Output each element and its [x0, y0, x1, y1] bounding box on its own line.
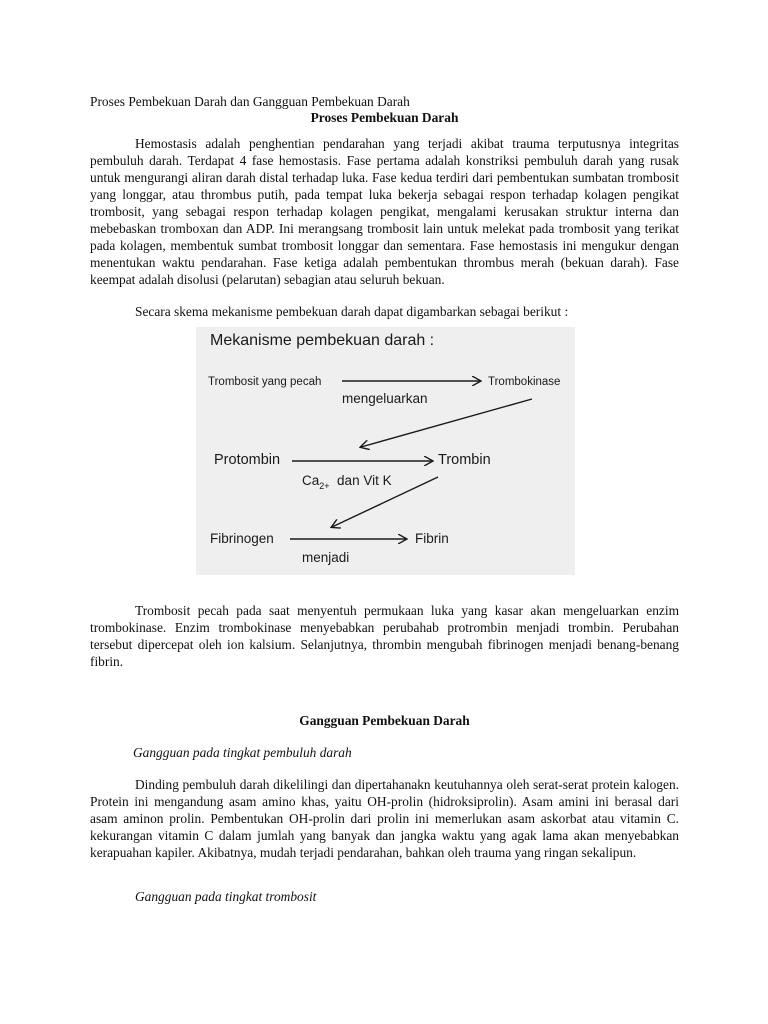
section-heading-gangguan: Gangguan Pembekuan Darah: [299, 713, 470, 728]
label-trombin: Trombin: [438, 452, 491, 468]
hemostasis-paragraph: Hemostasis adalah penghentian pendarahan yang terjadi akibat trauma terputusnya integritas pembuluh darah. Terdapat 4 fase hemostasis. Fase pertama adalah konstriksi pembuluh darah yang rusak untuk mengurangi aliran darah distal terhadap luka. Fase kedua terdiri dari pembentukan sumbatan trombosit yang longgar, atau thrombus putih, pada tempat luka bekerja sebagai respon terhadap kolagen pengikat trombosit, yang sebagai respon terhadap kolagen pengikat, mengalami kerusakan struktur interna dan mebebaskan tromboxan dan ADP. Ini merangsang trombosit lain untuk melekat pada trombosit yang terikat pada kolagen, membentuk sumbat trombosit longgar dan sementara. Fase hemostasis ini mengukur dengan menentukan waktu pendarahan. Fase ketiga adalah pembentukan thrombus merah (bekuan darah). Fase keempat adalah disolusi (pelarutan) sebagian atau seluruh bekuan.: [90, 136, 679, 287]
label-fibrinogen: Fibrinogen: [210, 531, 274, 546]
trombosit-paragraph: Trombosit pecah pada saat menyentuh permukaan luka yang kasar akan mengeluarkan enzim trombokinase. Enzim trombokinase menyebabkan perubahab protrombin menjadi trombin. Perubahan tersebut dipercepat oleh ion kalsium. Selanjutnya, thrombin mengubah fibrinogen menjadi benang-benang fibrin.: [90, 603, 679, 669]
pembuluh-darah-paragraph: Dinding pembuluh darah dikelilingi dan dipertahanakn keutuhannya oleh serat-serat protein kalogen. Protein ini mengandung asam amino khas, yaitu OH-prolin (hidroksiprolin). Asam amini ini berasal dari asam aminon prolin. Pembentukan OH-prolin dari prolin ini memerlukan asam askorbat atau vitamin C. kekurangan vitamin C dalam jumlah yang banyak dan jangka waktu yang agak lama akan menyebabkan kerapuahan kapiler. Akibatnya, mudah terjadi pendarahan, bahkan oleh trauma yang ringan sekalipun.: [90, 777, 679, 860]
label-trombokinase: Trombokinase: [488, 376, 561, 388]
label-dan-vit-k: dan Vit K: [337, 473, 392, 488]
label-fibrin: Fibrin: [415, 531, 449, 546]
label-mengeluarkan: mengeluarkan: [342, 391, 428, 406]
label-ca-subscript: 2+: [319, 481, 330, 491]
section-heading-proses: Proses Pembekuan Darah: [310, 110, 459, 125]
subheading-trombosit: Gangguan pada tingkat trombosit: [135, 889, 317, 904]
label-ca-vit-k: [302, 472, 392, 495]
label-ca: Ca: [302, 473, 320, 488]
label-protombin: Protombin: [214, 452, 281, 468]
coagulation-diagram: [196, 327, 575, 575]
label-trombosit-yang-pecah: Trombosit yang pecah: [208, 376, 322, 388]
diagram-title: Mekanisme pembekuan darah :: [210, 332, 435, 349]
subheading-pembuluh-darah: Gangguan pada tingkat pembuluh darah: [133, 745, 352, 760]
label-menjadi: menjadi: [302, 550, 350, 565]
diagram-intro: Secara skema mekanisme pembekuan darah dapat digambarkan sebagai berikut :: [135, 304, 569, 319]
document-title: Proses Pembekuan Darah dan Gangguan Pembekuan Darah: [90, 94, 410, 109]
